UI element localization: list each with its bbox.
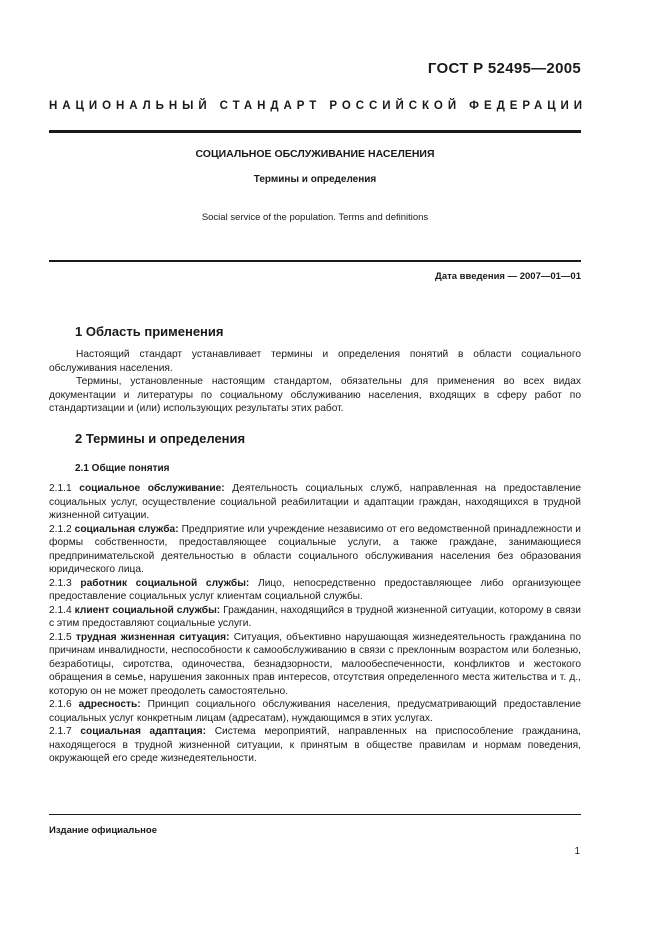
english-title: Social service of the population. Terms and definitions [201, 212, 429, 223]
term-name: социальная служба: [74, 523, 179, 535]
header-rule-thick [49, 130, 581, 133]
term-definition: Система мероприятий, направленных на приспособление гражданина, находящегося в трудной жизненной ситуации, к принятым в обществе правилам и нормам поведения, окружающей его среде жизнедеятельности. [49, 726, 581, 764]
document-subtitle: Термины и определения [253, 174, 377, 185]
national-standard-banner: НАЦИОНАЛЬНЫЙ СТАНДАРТ РОССИЙСКОЙ ФЕДЕРАЦИИ [49, 100, 587, 112]
term-entry [49, 577, 581, 604]
term-number: 2.1.2 [49, 523, 72, 535]
term-number: 2.1.3 [49, 577, 72, 589]
term-name: клиент социальной службы: [74, 604, 221, 616]
official-edition-label: Издание официальное [49, 825, 157, 836]
term-definition: Гражданин, находящийся в трудной жизненной ситуации, которому в связи с этим предоставляют социальные услуги. [49, 604, 581, 629]
term-name: адресность: [78, 699, 141, 710]
term-entry [49, 725, 581, 766]
section-1-body [49, 348, 581, 416]
term-number: 2.1.7 [49, 726, 72, 737]
term-name: социальная адаптация: [80, 726, 207, 737]
section-1-paragraph-2: Термины, установленные настоящим стандартом, обязательны для применения во всех видах документации и литературы по социальному обслуживанию населения, входящих в сферу работ по стандартизации и (или) использующих результаты этих работ. [49, 376, 581, 414]
introduction-date: Дата введения — 2007—01—01 [435, 271, 581, 282]
term-name: работник социальной службы: [80, 577, 250, 589]
section-2-heading: 2 Термины и определения [75, 431, 246, 446]
document-title: СОЦИАЛЬНОЕ ОБСЛУЖИВАНИЕ НАСЕЛЕНИЯ [195, 148, 435, 160]
term-definition: Ситуация, объективно нарушающая жизнедеятельность гражданина по причинам инвалидности, неспособности к самообслуживанию в связи с преклонным возрастом или болезнью, безработицы, сиротства, одиночества, безнадзорности, малообеспеченности, конфликтов и жестокого обращения в семье, нарушения законных прав интересов, отсутствия определенного места жительства и т. д., которую он не может преодолеть самостоятельно. [49, 631, 581, 697]
footer-rule [49, 814, 581, 815]
term-definition: Предприятие или учреждение независимо от его ведомственной принадлежности и формы собственности, предоставляющее социальные услуги, а также граждане, занимающиеся предпринимательской деятельностью в области социального обслуживания населения без образования юридического лица. [49, 523, 581, 575]
section-1-paragraph-1: Настоящий стандарт устанавливает термины и определения понятий в области социального обслуживания населения. [49, 349, 581, 374]
term-number: 2.1.4 [49, 604, 72, 616]
term-entry [49, 523, 581, 577]
term-number: 2.1.5 [49, 631, 72, 643]
term-definition: Принцип социального обслуживания населения, предусматривающий предоставление социальных услуг конкретным лицам (адресатам), нуждающимся в этих услугах. [49, 699, 581, 724]
terms-list [49, 482, 581, 766]
term-entry [49, 604, 581, 631]
term-definition: Деятельность социальных служб, направленная на предоставление социальных услуг, осуществление социальной реабилитации и адаптации граждан, находящихся в трудной жизненной ситуации. [49, 483, 581, 521]
term-entry [49, 482, 581, 523]
term-name: социальное обслуживание: [79, 483, 225, 494]
term-number: 2.1.6 [49, 699, 72, 710]
standard-code: ГОСТ Р 52495—2005 [427, 60, 581, 77]
term-entry [49, 631, 581, 699]
section-2-1-heading: 2.1 Общие понятия [75, 463, 170, 474]
term-name: трудная жизненная ситуация: [75, 631, 230, 643]
term-number: 2.1.1 [49, 483, 72, 494]
section-1-heading: 1 Область применения [75, 324, 224, 339]
term-entry [49, 698, 581, 725]
term-definition: Лицо, непосредственно предоставляющее либо организующее предоставление социальных услуг клиентам социальной службы. [49, 577, 581, 602]
page-number: 1 [574, 846, 580, 857]
title-rule [49, 260, 581, 262]
